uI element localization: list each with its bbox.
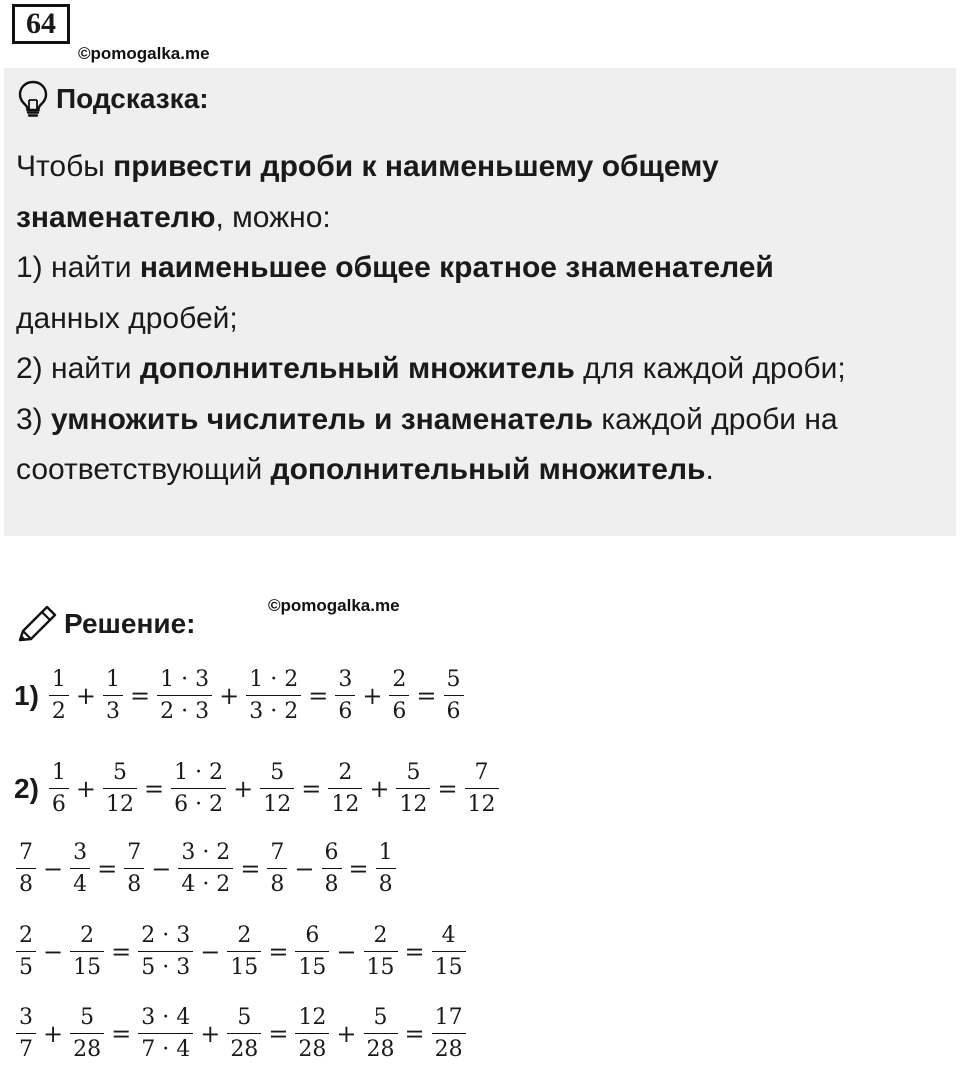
operator: =: [404, 1019, 425, 1048]
operator: =: [111, 1019, 132, 1048]
denominator: 15: [432, 951, 466, 980]
hint-line: [16, 142, 936, 193]
fraction: [16, 840, 36, 897]
numerator: 1 · 2: [174, 760, 224, 785]
numerator: 2: [237, 923, 252, 948]
operator: =: [130, 681, 151, 710]
denominator: 4: [70, 868, 90, 897]
hint-bold-text: дополнительный множитель: [139, 352, 575, 385]
operator: =: [111, 937, 132, 966]
denominator: 8: [16, 868, 36, 897]
hint-text-run: 3): [16, 402, 52, 436]
fraction: [444, 667, 464, 724]
numerator: 1: [378, 840, 393, 865]
fraction: [49, 667, 69, 724]
operator: +: [336, 1019, 357, 1048]
numerator: 3: [73, 840, 88, 865]
numerator: 3 · 2: [181, 840, 231, 865]
fraction: [70, 840, 90, 897]
denominator: 8: [124, 868, 144, 897]
numerator: 7: [270, 840, 285, 865]
fraction: [396, 760, 430, 817]
operator: +: [362, 681, 383, 710]
operator: =: [416, 681, 437, 710]
numerator: 5: [113, 760, 128, 785]
equation-number: 2): [14, 772, 39, 804]
numerator: 2 · 3: [141, 923, 191, 948]
hint-line: [16, 395, 936, 446]
watermark-top: ©pomogalka.me: [78, 44, 210, 63]
numerator: 1: [51, 760, 66, 785]
hint-title: Подсказка:: [56, 83, 209, 114]
denominator: 7: [16, 1033, 36, 1062]
fraction: [432, 923, 466, 980]
denominator: 8: [322, 868, 342, 897]
hint-text-run: для каждой дроби;: [574, 352, 846, 385]
fraction: [267, 840, 287, 897]
numerator: 1: [106, 667, 121, 692]
denominator: 12: [465, 788, 499, 817]
hint-text-run: .: [705, 453, 714, 486]
denominator: 28: [70, 1033, 104, 1062]
fraction: [178, 840, 233, 897]
fraction: [157, 667, 212, 724]
operator: −: [151, 854, 172, 883]
hint-bold-text: привести дроби к наименьшему общему: [113, 150, 719, 183]
operator: −: [294, 854, 315, 883]
fraction: [364, 923, 398, 980]
equation-number: 1): [14, 679, 39, 711]
numerator: 2: [80, 923, 95, 948]
numerator: 3: [338, 667, 353, 692]
equation-row: [14, 760, 501, 817]
numerator: 4: [441, 923, 456, 948]
denominator: 6 · 2: [171, 788, 226, 817]
task-number: 64: [12, 4, 70, 44]
operator: =: [437, 774, 458, 803]
operator: =: [144, 774, 165, 803]
hint-line: [16, 294, 936, 345]
numerator: 2: [373, 923, 388, 948]
numerator: 1 · 2: [249, 667, 299, 692]
fraction: [70, 923, 104, 980]
lightbulb-icon: [18, 80, 48, 118]
hint-text-run: 1) найти: [16, 251, 140, 284]
fraction: [16, 1005, 36, 1062]
operator: =: [348, 854, 369, 883]
numerator: 2: [338, 760, 353, 785]
operator: +: [233, 774, 254, 803]
denominator: 15: [364, 951, 398, 980]
denominator: 15: [70, 951, 104, 980]
fraction: [138, 1005, 193, 1062]
fraction: [227, 1005, 261, 1062]
denominator: 7 · 4: [138, 1033, 193, 1062]
equation-row: [14, 840, 398, 897]
denominator: 3 · 2: [246, 695, 301, 724]
operator: +: [219, 681, 240, 710]
denominator: 12: [260, 788, 294, 817]
operator: +: [75, 681, 97, 710]
denominator: 4 · 2: [178, 868, 233, 897]
numerator: 2: [392, 667, 407, 692]
numerator: 3 · 4: [141, 1005, 191, 1030]
hint-line: [16, 193, 936, 244]
operator: +: [75, 774, 97, 803]
fraction: [16, 923, 36, 980]
hint-text: [16, 142, 936, 496]
denominator: 12: [103, 788, 137, 817]
numerator: 6: [305, 923, 320, 948]
hint-line: [16, 344, 936, 395]
fraction: [124, 840, 144, 897]
numerator: 5: [406, 760, 421, 785]
numerator: 2: [19, 923, 33, 948]
solution-header: [14, 604, 195, 644]
numerator: 5: [373, 1005, 388, 1030]
operator: +: [200, 1019, 221, 1048]
hint-bold-text: наименьшее общее кратное знаменателей: [139, 251, 774, 284]
denominator: 5: [16, 951, 36, 980]
fraction: [432, 1005, 466, 1062]
operator: =: [97, 854, 118, 883]
equation-row: [14, 923, 468, 980]
fraction: [322, 840, 342, 897]
operator: +: [43, 1019, 64, 1048]
hint-text-run: 2) найти: [16, 352, 140, 385]
operator: −: [336, 937, 357, 966]
operator: =: [404, 937, 425, 966]
hint-bold-text: дополнительный множитель: [270, 453, 706, 486]
denominator: 8: [376, 868, 396, 897]
fraction: [103, 667, 123, 724]
numerator: 3: [19, 1005, 33, 1030]
fraction: [227, 923, 261, 980]
fraction: [389, 667, 409, 724]
denominator: 2: [49, 695, 69, 724]
fraction: [295, 923, 329, 980]
fraction: [465, 760, 499, 817]
operator: =: [268, 1019, 289, 1048]
pencil-icon: [14, 604, 58, 644]
equation-row: [14, 1005, 468, 1062]
denominator: 28: [364, 1033, 398, 1062]
fraction: [260, 760, 294, 817]
fraction: [246, 667, 301, 724]
denominator: 28: [227, 1033, 261, 1062]
denominator: 15: [227, 951, 261, 980]
numerator: 1: [51, 667, 66, 692]
operator: −: [43, 937, 64, 966]
hint-bold-text: знаменателю: [16, 200, 216, 234]
solution-title: Решение:: [64, 608, 196, 639]
fraction: [335, 667, 355, 724]
denominator: 3: [103, 695, 123, 724]
numerator: 12: [298, 1005, 327, 1030]
fraction: [376, 840, 396, 897]
numerator: 7: [19, 840, 33, 865]
numerator: 7: [474, 760, 489, 785]
fraction: [364, 1005, 398, 1062]
fraction: [295, 1005, 329, 1062]
operator: =: [308, 681, 329, 710]
denominator: 8: [267, 868, 287, 897]
fraction: [171, 760, 226, 817]
fraction: [328, 760, 362, 817]
numerator: 6: [324, 840, 339, 865]
numerator: 5: [446, 667, 461, 692]
denominator: 6: [49, 788, 69, 817]
hint-text-run: данных дробей;: [16, 301, 238, 335]
watermark-middle: ©pomogalka.me: [268, 596, 400, 615]
numerator: 17: [434, 1005, 463, 1030]
hint-text-run: каждой дроби на: [593, 402, 838, 436]
denominator: 12: [328, 788, 362, 817]
hint-header: [18, 80, 209, 118]
denominator: 2 · 3: [157, 695, 212, 724]
operator: =: [301, 774, 322, 803]
denominator: 12: [396, 788, 430, 817]
denominator: 28: [432, 1033, 466, 1062]
hint-line: [16, 243, 936, 294]
fraction: [49, 760, 69, 817]
fraction: [70, 1005, 104, 1062]
operator: −: [200, 937, 221, 966]
denominator: 6: [389, 695, 409, 724]
numerator: 7: [127, 840, 142, 865]
hint-text-run: соответствующий: [16, 453, 271, 486]
hint-panel: [4, 68, 956, 536]
hint-text-run: , можно:: [215, 200, 331, 234]
denominator: 5 · 3: [138, 951, 193, 980]
numerator: 5: [237, 1005, 252, 1030]
operator: =: [268, 937, 289, 966]
denominator: 28: [295, 1033, 329, 1062]
denominator: 6: [444, 695, 464, 724]
equation-row: [14, 667, 466, 724]
hint-line: [16, 445, 936, 496]
denominator: 6: [335, 695, 355, 724]
hint-bold-text: умножить числитель и знаменатель: [51, 402, 594, 436]
numerator: 5: [80, 1005, 95, 1030]
fraction: [138, 923, 193, 980]
numerator: 5: [270, 760, 285, 785]
numerator: 1 · 3: [160, 667, 210, 692]
fraction: [103, 760, 137, 817]
denominator: 15: [295, 951, 329, 980]
hint-text-run: Чтобы: [16, 150, 114, 183]
operator: −: [43, 854, 64, 883]
operator: =: [240, 854, 261, 883]
operator: +: [369, 774, 390, 803]
